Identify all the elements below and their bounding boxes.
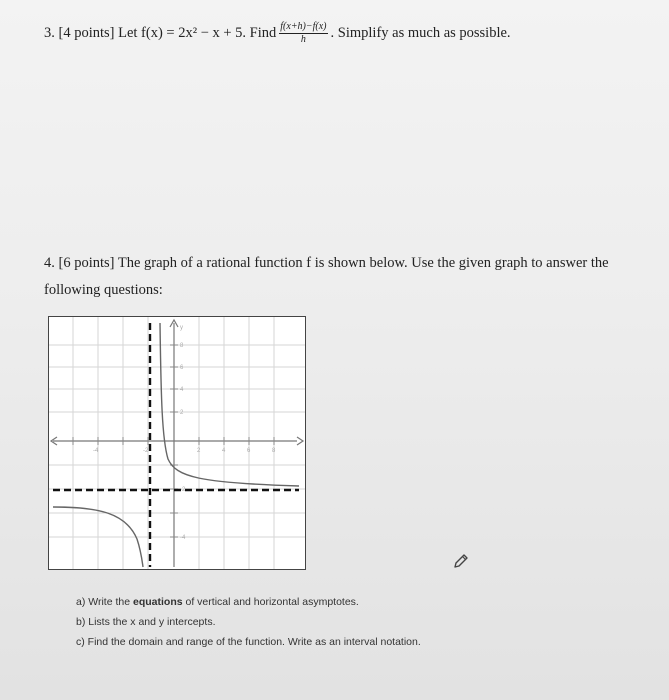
q3-suffix: . Simplify as much as possible.: [330, 25, 511, 41]
q3-fraction-denominator: h: [300, 34, 306, 45]
q3-fraction-numerator: f(x+h)−f(x): [280, 21, 327, 32]
part-c: c) Find the domain and range of the function. Write as an interval notation.: [76, 636, 421, 648]
tick-label-x-2: 2: [197, 448, 201, 454]
tick-label-y-neg4: -4: [180, 535, 186, 541]
part-a: a) Write the equations of vertical and horizontal asymptotes.: [76, 596, 359, 608]
question-3: [44, 22, 511, 45]
tick-label-y-2: 2: [180, 410, 184, 416]
pencil-icon[interactable]: [452, 552, 470, 575]
x-axis-arrow-right: [297, 437, 303, 445]
question-4: 4. [6 points] The graph of a rational function f is shown below. Use the given graph to answer the following questions:: [44, 255, 609, 298]
tick-label-y-6: 6: [180, 365, 184, 371]
rational-function-graph: [48, 316, 306, 570]
part-a-bold: equations: [133, 596, 183, 608]
grid: [49, 317, 305, 569]
q3-fraction: [279, 22, 327, 45]
tick-label-x-neg2: -2: [143, 448, 149, 454]
q3-prefix: 3. [4 points] Let f(x) = 2x² − x + 5. Find: [44, 25, 277, 41]
y-axis-label: y: [180, 325, 183, 331]
question-4-parts: [76, 592, 421, 652]
tick-label-x-6: 6: [247, 448, 251, 454]
part-b: b) Lists the x and y intercepts.: [76, 616, 216, 628]
tick-label-y-8: 8: [180, 343, 184, 349]
tick-label-x-8: 8: [272, 448, 276, 454]
tick-label-y-4: 4: [180, 387, 184, 393]
tick-label-x-4: 4: [222, 448, 226, 454]
tick-label-y-neg2: -2: [180, 487, 186, 493]
tick-label-x-neg4: -4: [93, 448, 99, 454]
graph-svg: [49, 317, 305, 569]
